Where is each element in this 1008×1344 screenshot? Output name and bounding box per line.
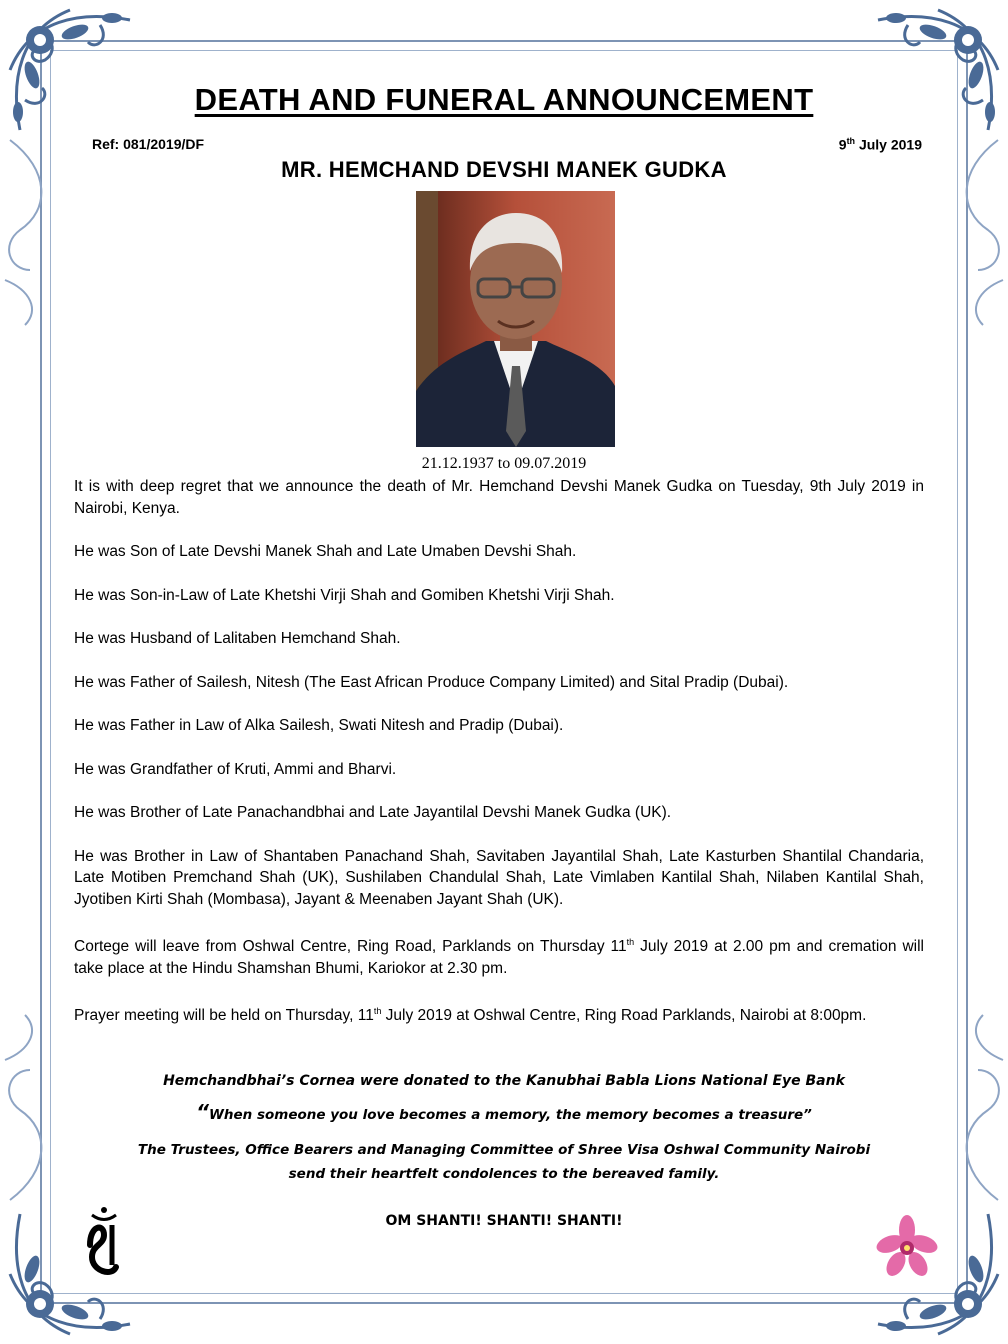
cortege-text-b: July 2019 at 2.00 pm and cremation will take place at the Hindu Shamshan Bhumi, Kariokor at 2.30 pm. xyxy=(74,938,924,977)
prayer-text-a: Prayer meeting will be held on Thursday, 11 xyxy=(74,1007,374,1025)
cortege-text-a: Cortege will leave from Oshwal Centre, Ring Road, Parklands on Thursday 11 xyxy=(74,938,627,956)
corner-ornament-top-right xyxy=(858,0,1008,150)
announcement-date xyxy=(839,136,922,153)
condolence-line-2: send their heartfelt condolences to the bereaved family. xyxy=(288,1166,720,1182)
paragraph-death-notice: It is with deep regret that we announce the death of Mr. Hemchand Devshi Manek Gudka on Tuesday, 9th July 2019 in Nairobi, Kenya. xyxy=(74,478,924,517)
paragraph-siblings-in-law: He was Brother in Law of Shantaben Panachand Shah, Savitaben Jayantilal Shah, Late Kasturben Shantilal Chandaria, Late Motiben Premchand Shah (UK), Sushilaben Chandulal Shah, Late Vimlaben Kantilal Shah, Nilaben Kantilal Shah, Jyotiben Kirti Shah (Mombasa), Jayant & Meenaben Jayant Shah (UK). xyxy=(74,847,924,908)
reference-number: Ref: 081/2019/DF xyxy=(92,136,205,152)
prayer-text-b: July 2019 at Oshwal Centre, Ring Road Parklands, Nairobi at 8:00pm. xyxy=(381,1007,867,1025)
announcement-title: DEATH AND FUNERAL ANNOUNCEMENT xyxy=(194,82,814,117)
paragraph-grandchildren: He was Grandfather of Kruti, Ammi and Bharvi. xyxy=(74,760,397,778)
memorial-quote xyxy=(0,1100,1008,1124)
paragraph-children: He was Father of Sailesh, Nitesh (The East African Produce Company Limited) and Sital Pradip (Dubai). xyxy=(74,673,789,691)
cornea-donation-note: Hemchandbhai’s Cornea were donated to the Kanubhai Babla Lions National Eye Bank xyxy=(163,1073,845,1089)
paragraph-spouse: He was Husband of Lalitaben Hemchand Shah. xyxy=(74,630,401,647)
paragraph-cortege xyxy=(74,932,924,979)
quote-text: When someone you love becomes a memory, the memory becomes a treasure” xyxy=(208,1107,812,1123)
om-shanti: OM SHANTI! SHANTI! SHANTI! xyxy=(385,1213,623,1229)
orchid-flower-icon xyxy=(876,1214,938,1280)
announcement-body xyxy=(74,476,924,1049)
date-month-year: July 2019 xyxy=(855,136,922,153)
deceased-name: MR. HEMCHAND DEVSHI MANEK GUDKA xyxy=(281,157,727,182)
cortege-sup: th xyxy=(626,937,635,947)
paragraph-children-in-law: He was Father in Law of Alka Sailesh, Swati Nitesh and Pradip (Dubai). xyxy=(74,717,564,734)
portrait-photo xyxy=(416,191,615,447)
paragraph-parents-in-law: He was Son-in-Law of Late Khetshi Virji Shah and Gomiben Khetshi Virji Shah. xyxy=(74,586,615,604)
prayer-sup: th xyxy=(373,1006,382,1017)
paragraph-parents: He was Son of Late Devshi Manek Shah and Late Umaben Devshi Shah. xyxy=(74,543,577,560)
jain-symbol-icon xyxy=(82,1205,126,1283)
date-suffix: th xyxy=(846,136,856,146)
paragraph-siblings: He was Brother of Late Panachandbhai and Late Jayantilal Devshi Manek Gudka (UK). xyxy=(74,804,672,821)
quote-open-mark: “ xyxy=(196,1100,209,1124)
corner-ornament-top-left xyxy=(0,0,150,150)
life-dates: 21.12.1937 to 09.07.2019 xyxy=(421,455,587,472)
condolence-line-1: The Trustees, Office Bearers and Managing Committee of Shree Visa Oshwal Community Nairobi xyxy=(137,1142,871,1158)
date-day: 9 xyxy=(838,136,847,153)
paragraph-prayer-meeting xyxy=(74,1001,924,1027)
